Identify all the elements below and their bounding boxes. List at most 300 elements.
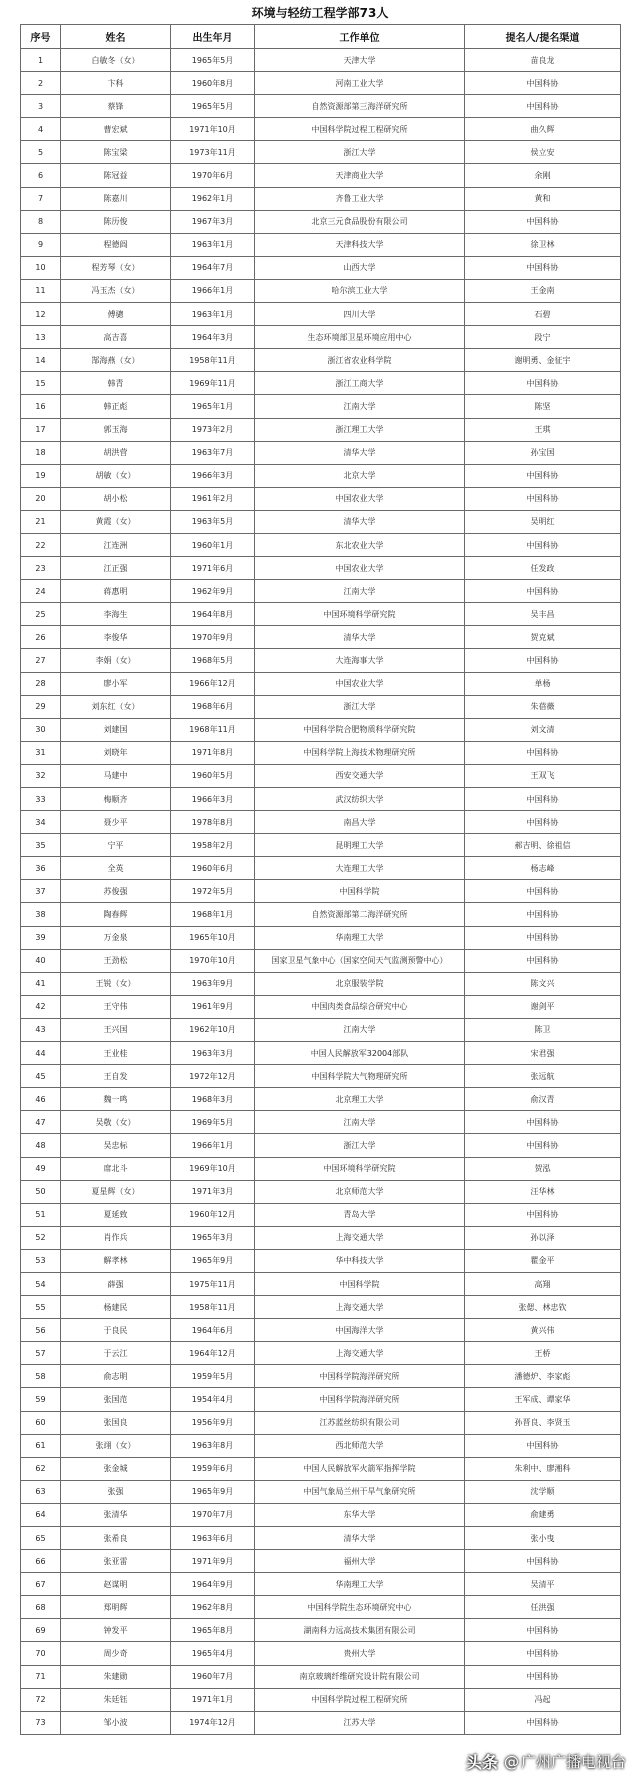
cell-employer: 生态环境部卫星环境应用中心	[255, 326, 465, 349]
table-row	[21, 1527, 621, 1550]
cell-index: 2	[21, 72, 61, 95]
table-row	[21, 72, 621, 95]
cell-name: 梅顺齐	[61, 788, 171, 811]
cell-birth: 1965年10月	[171, 926, 255, 949]
cell-nominator: 贺克斌	[465, 626, 621, 649]
cell-employer: 东华大学	[255, 1503, 465, 1526]
cell-employer: 中国农业大学	[255, 672, 465, 695]
cell-nominator: 中国科协	[465, 788, 621, 811]
cell-employer: 江南大学	[255, 580, 465, 603]
cell-employer: 西安交通大学	[255, 764, 465, 787]
cell-employer: 中国科学院大气物理研究所	[255, 1065, 465, 1088]
cell-employer: 浙江大学	[255, 141, 465, 164]
cell-employer: 华南理工大学	[255, 1573, 465, 1596]
page-title: 环境与轻纺工程学部73人	[251, 6, 389, 20]
cell-index: 27	[21, 649, 61, 672]
cell-name: 胡敏（女）	[61, 464, 171, 487]
cell-nominator: 朱利中、廖湘科	[465, 1457, 621, 1480]
cell-nominator: 中国科协	[465, 533, 621, 556]
cell-employer: 中国科学院海洋研究所	[255, 1388, 465, 1411]
cell-index: 34	[21, 811, 61, 834]
cell-index: 35	[21, 834, 61, 857]
cell-index: 6	[21, 164, 61, 187]
cell-birth: 1971年10月	[171, 118, 255, 141]
cell-name: 王锐（女）	[61, 972, 171, 995]
cell-name: 傅骢	[61, 303, 171, 326]
cell-employer: 上海交通大学	[255, 1342, 465, 1365]
cell-birth: 1965年3月	[171, 1226, 255, 1249]
cell-employer: 中国科学院生态环境研究中心	[255, 1596, 465, 1619]
table-row	[21, 303, 621, 326]
cell-index: 17	[21, 418, 61, 441]
table-row	[21, 1388, 621, 1411]
cell-name: 韩正彪	[61, 395, 171, 418]
cell-nominator: 中国科协	[465, 1203, 621, 1226]
cell-name: 吴忠标	[61, 1134, 171, 1157]
column-header-name: 姓名	[61, 25, 171, 49]
cell-birth: 1963年5月	[171, 510, 255, 533]
cell-nominator: 中国科协	[465, 1134, 621, 1157]
cell-name: 俞志明	[61, 1365, 171, 1388]
cell-nominator: 徐卫林	[465, 233, 621, 256]
cell-nominator: 中国科协	[465, 256, 621, 279]
cell-name: 吴敬（女）	[61, 1111, 171, 1134]
cell-birth: 1978年8月	[171, 811, 255, 834]
cell-index: 52	[21, 1226, 61, 1249]
cell-index: 41	[21, 972, 61, 995]
cell-nominator: 中国科协	[465, 1111, 621, 1134]
table-row	[21, 926, 621, 949]
cell-index: 4	[21, 118, 61, 141]
table-row	[21, 695, 621, 718]
cell-employer: 哈尔滨工业大学	[255, 279, 465, 302]
table-row	[21, 256, 621, 279]
cell-birth: 1965年1月	[171, 395, 255, 418]
cell-name: 韩青	[61, 372, 171, 395]
cell-nominator: 苗良龙	[465, 49, 621, 72]
cell-name: 钟发平	[61, 1619, 171, 1642]
table-row	[21, 1642, 621, 1665]
cell-birth: 1962年8月	[171, 1596, 255, 1619]
column-header-index: 序号	[21, 25, 61, 49]
table-row	[21, 1434, 621, 1457]
cell-index: 45	[21, 1065, 61, 1088]
table-row	[21, 1665, 621, 1688]
cell-index: 57	[21, 1342, 61, 1365]
cell-employer: 中国气象局兰州干旱气象研究所	[255, 1480, 465, 1503]
table-row	[21, 510, 621, 533]
cell-birth: 1966年12月	[171, 672, 255, 695]
table-row	[21, 279, 621, 302]
cell-nominator: 单杨	[465, 672, 621, 695]
cell-birth: 1962年1月	[171, 187, 255, 210]
cell-birth: 1960年5月	[171, 764, 255, 787]
cell-index: 62	[21, 1457, 61, 1480]
cell-nominator: 侯立安	[465, 141, 621, 164]
cell-employer: 北京理工大学	[255, 1088, 465, 1111]
watermark-platform: 头条	[465, 1753, 498, 1772]
cell-name: 刘建国	[61, 718, 171, 741]
cell-index: 54	[21, 1272, 61, 1295]
cell-employer: 中国人民解放军32004部队	[255, 1042, 465, 1065]
cell-index: 32	[21, 764, 61, 787]
cell-employer: 昆明理工大学	[255, 834, 465, 857]
cell-birth: 1963年6月	[171, 1527, 255, 1550]
cell-name: 李俊华	[61, 626, 171, 649]
cell-index: 12	[21, 303, 61, 326]
cell-nominator: 谢明勇、金征宇	[465, 349, 621, 372]
cell-index: 15	[21, 372, 61, 395]
cell-employer: 南京玻璃纤维研究设计院有限公司	[255, 1665, 465, 1688]
cell-name: 杨建民	[61, 1296, 171, 1319]
cell-nominator: 余刚	[465, 164, 621, 187]
cell-index: 56	[21, 1319, 61, 1342]
cell-name: 邹小波	[61, 1711, 171, 1734]
table-row	[21, 1457, 621, 1480]
table-row	[21, 164, 621, 187]
table-row	[21, 118, 621, 141]
cell-index: 58	[21, 1365, 61, 1388]
table-row	[21, 1365, 621, 1388]
cell-nominator: 吴丰昌	[465, 603, 621, 626]
cell-index: 14	[21, 349, 61, 372]
cell-employer: 武汉纺织大学	[255, 788, 465, 811]
cell-nominator: 中国科协	[465, 95, 621, 118]
cell-name: 刘东红（女）	[61, 695, 171, 718]
cell-index: 73	[21, 1711, 61, 1734]
cell-employer: 浙江大学	[255, 1134, 465, 1157]
cell-index: 22	[21, 533, 61, 556]
table-row	[21, 972, 621, 995]
cell-birth: 1966年1月	[171, 1134, 255, 1157]
table-row	[21, 1249, 621, 1272]
cell-name: 张金城	[61, 1457, 171, 1480]
cell-employer: 中国科学院	[255, 1272, 465, 1295]
cell-index: 38	[21, 903, 61, 926]
table-row	[21, 1688, 621, 1711]
column-header-nominator: 提名人/提名渠道	[465, 25, 621, 49]
cell-employer: 天津大学	[255, 49, 465, 72]
cell-birth: 1965年4月	[171, 1642, 255, 1665]
cell-index: 68	[21, 1596, 61, 1619]
cell-name: 郭玉海	[61, 418, 171, 441]
table-row	[21, 49, 621, 72]
cell-name: 胡洪营	[61, 441, 171, 464]
table-row	[21, 1550, 621, 1573]
table-row	[21, 649, 621, 672]
cell-name: 张国良	[61, 1411, 171, 1434]
cell-nominator: 冯起	[465, 1688, 621, 1711]
cell-name: 卞科	[61, 72, 171, 95]
cell-birth: 1968年11月	[171, 718, 255, 741]
cell-birth: 1963年1月	[171, 233, 255, 256]
cell-nominator: 高翔	[465, 1272, 621, 1295]
cell-nominator: 王金南	[465, 279, 621, 302]
cell-birth: 1973年2月	[171, 418, 255, 441]
cell-name: 于良民	[61, 1319, 171, 1342]
cell-nominator: 中国科协	[465, 1550, 621, 1573]
cell-employer: 南昌大学	[255, 811, 465, 834]
cell-birth: 1964年3月	[171, 326, 255, 349]
table-row	[21, 1411, 621, 1434]
cell-employer: 中国科学院海洋研究所	[255, 1365, 465, 1388]
cell-index: 30	[21, 718, 61, 741]
cell-index: 70	[21, 1642, 61, 1665]
cell-birth: 1973年11月	[171, 141, 255, 164]
cell-birth: 1960年6月	[171, 857, 255, 880]
cell-birth: 1961年9月	[171, 995, 255, 1018]
cell-birth: 1968年6月	[171, 695, 255, 718]
table-row	[21, 487, 621, 510]
cell-index: 31	[21, 741, 61, 764]
cell-index: 63	[21, 1480, 61, 1503]
cell-birth: 1971年1月	[171, 1688, 255, 1711]
cell-nominator: 中国科协	[465, 880, 621, 903]
cell-name: 张清华	[61, 1503, 171, 1526]
cell-name: 李海生	[61, 603, 171, 626]
cell-index: 8	[21, 210, 61, 233]
cell-index: 36	[21, 857, 61, 880]
table-row	[21, 949, 621, 972]
cell-index: 44	[21, 1042, 61, 1065]
table-row	[21, 741, 621, 764]
cell-name: 曹宏斌	[61, 118, 171, 141]
cell-nominator: 郝吉明、徐祖信	[465, 834, 621, 857]
cell-birth: 1970年10月	[171, 949, 255, 972]
cell-nominator: 中国科协	[465, 372, 621, 395]
cell-name: 陈冠益	[61, 164, 171, 187]
cell-name: 陈历俊	[61, 210, 171, 233]
cell-birth: 1966年1月	[171, 279, 255, 302]
cell-birth: 1970年6月	[171, 164, 255, 187]
table-row	[21, 788, 621, 811]
cell-name: 高吉喜	[61, 326, 171, 349]
cell-index: 21	[21, 510, 61, 533]
cell-nominator: 中国科协	[465, 1711, 621, 1734]
cell-employer: 上海交通大学	[255, 1226, 465, 1249]
cell-employer: 中国肉类食品综合研究中心	[255, 995, 465, 1018]
cell-index: 66	[21, 1550, 61, 1573]
cell-index: 9	[21, 233, 61, 256]
table-row	[21, 1272, 621, 1295]
cell-birth: 1971年9月	[171, 1550, 255, 1573]
cell-index: 13	[21, 326, 61, 349]
table-row	[21, 1042, 621, 1065]
cell-index: 60	[21, 1411, 61, 1434]
cell-employer: 浙江工商大学	[255, 372, 465, 395]
table-row	[21, 626, 621, 649]
cell-index: 23	[21, 557, 61, 580]
watermark	[466, 1750, 626, 1773]
watermark-source: 广州广播电视台	[520, 1753, 626, 1771]
table-row	[21, 533, 621, 556]
table-row	[21, 1711, 621, 1734]
cell-name: 江连洲	[61, 533, 171, 556]
cell-nominator: 俞汉青	[465, 1088, 621, 1111]
cell-name: 张强	[61, 1480, 171, 1503]
cell-birth: 1972年5月	[171, 880, 255, 903]
cell-employer: 江苏大学	[255, 1711, 465, 1734]
cell-name: 程德阎	[61, 233, 171, 256]
cell-name: 解孝林	[61, 1249, 171, 1272]
cell-birth: 1963年7月	[171, 441, 255, 464]
cell-employer: 上海交通大学	[255, 1296, 465, 1319]
cell-employer: 清华大学	[255, 510, 465, 533]
cell-index: 59	[21, 1388, 61, 1411]
table-row	[21, 1111, 621, 1134]
cell-employer: 中国科学院过程工程研究所	[255, 1688, 465, 1711]
cell-index: 49	[21, 1157, 61, 1180]
cell-employer: 中国海洋大学	[255, 1319, 465, 1342]
cell-nominator: 曲久辉	[465, 118, 621, 141]
cell-birth: 1964年8月	[171, 603, 255, 626]
cell-nominator: 瞿金平	[465, 1249, 621, 1272]
cell-nominator: 贺泓	[465, 1157, 621, 1180]
cell-nominator: 中国科协	[465, 649, 621, 672]
table-row	[21, 557, 621, 580]
cell-employer: 大连理工大学	[255, 857, 465, 880]
cell-nominator: 段宁	[465, 326, 621, 349]
cell-name: 蒋惠明	[61, 580, 171, 603]
table-row	[21, 95, 621, 118]
table-row	[21, 880, 621, 903]
cell-name: 夏延致	[61, 1203, 171, 1226]
cell-name: 朱廷钰	[61, 1688, 171, 1711]
cell-birth: 1960年12月	[171, 1203, 255, 1226]
cell-name: 陶春辉	[61, 903, 171, 926]
cell-birth: 1960年7月	[171, 1665, 255, 1688]
cell-birth: 1963年9月	[171, 972, 255, 995]
cell-index: 3	[21, 95, 61, 118]
cell-nominator: 王军成、谭家华	[465, 1388, 621, 1411]
cell-employer: 中国环境科学研究院	[255, 1157, 465, 1180]
cell-index: 42	[21, 995, 61, 1018]
cell-birth: 1971年3月	[171, 1180, 255, 1203]
cell-nominator: 石碧	[465, 303, 621, 326]
table-row	[21, 1065, 621, 1088]
cell-name: 黄霞（女）	[61, 510, 171, 533]
cell-index: 7	[21, 187, 61, 210]
cell-name: 程芳琴（女）	[61, 256, 171, 279]
table-row	[21, 995, 621, 1018]
cell-employer: 中国科学院合肥物质科学研究院	[255, 718, 465, 741]
table-row	[21, 1480, 621, 1503]
cell-index: 10	[21, 256, 61, 279]
cell-birth: 1965年5月	[171, 49, 255, 72]
cell-name: 张亚雷	[61, 1550, 171, 1573]
cell-nominator: 黄兴伟	[465, 1319, 621, 1342]
cell-employer: 自然资源部第二海洋研究所	[255, 903, 465, 926]
cell-employer: 湖南科力远高技术集团有限公司	[255, 1619, 465, 1642]
cell-name: 张国范	[61, 1388, 171, 1411]
cell-birth: 1964年12月	[171, 1342, 255, 1365]
cell-birth: 1975年11月	[171, 1272, 255, 1295]
cell-employer: 中国科学院过程工程研究所	[255, 118, 465, 141]
cell-index: 43	[21, 1018, 61, 1041]
cell-nominator: 孙以泽	[465, 1226, 621, 1249]
cell-nominator: 中国科协	[465, 1642, 621, 1665]
cell-employer: 国家卫星气象中心（国家空间天气监测预警中心）	[255, 949, 465, 972]
cell-nominator: 中国科协	[465, 1665, 621, 1688]
cell-index: 46	[21, 1088, 61, 1111]
table-row	[21, 210, 621, 233]
cell-name: 万金泉	[61, 926, 171, 949]
cell-nominator: 张远航	[465, 1065, 621, 1088]
cell-name: 王兴国	[61, 1018, 171, 1041]
cell-nominator: 中国科协	[465, 464, 621, 487]
cell-name: 李娟（女）	[61, 649, 171, 672]
cell-birth: 1966年3月	[171, 464, 255, 487]
cell-employer: 大连海事大学	[255, 649, 465, 672]
table-row	[21, 1088, 621, 1111]
cell-employer: 北京三元食品股份有限公司	[255, 210, 465, 233]
cell-nominator: 孙宝国	[465, 441, 621, 464]
cell-employer: 东北农业大学	[255, 533, 465, 556]
cell-name: 薛强	[61, 1272, 171, 1295]
table-row	[21, 372, 621, 395]
cell-nominator: 吴清平	[465, 1573, 621, 1596]
cell-name: 聂少平	[61, 811, 171, 834]
cell-nominator: 中国科协	[465, 741, 621, 764]
cell-nominator: 中国科协	[465, 949, 621, 972]
column-header-employer: 工作单位	[255, 25, 465, 49]
cell-name: 江正强	[61, 557, 171, 580]
cell-birth: 1959年6月	[171, 1457, 255, 1480]
table-row	[21, 1596, 621, 1619]
cell-employer: 中国农业大学	[255, 487, 465, 510]
cell-nominator: 汪华林	[465, 1180, 621, 1203]
table-row	[21, 233, 621, 256]
cell-nominator: 中国科协	[465, 580, 621, 603]
cell-index: 55	[21, 1296, 61, 1319]
table-row	[21, 1157, 621, 1180]
cell-name: 周少奇	[61, 1642, 171, 1665]
cell-employer: 清华大学	[255, 441, 465, 464]
cell-birth: 1958年11月	[171, 349, 255, 372]
cell-nominator: 宋君强	[465, 1042, 621, 1065]
table-row	[21, 811, 621, 834]
cell-nominator: 中国科协	[465, 811, 621, 834]
cell-employer: 四川大学	[255, 303, 465, 326]
nominee-table	[20, 24, 621, 1735]
cell-employer: 浙江理工大学	[255, 418, 465, 441]
cell-employer: 北京大学	[255, 464, 465, 487]
cell-birth: 1965年9月	[171, 1480, 255, 1503]
table-header-row	[21, 25, 621, 49]
cell-employer: 山西大学	[255, 256, 465, 279]
cell-birth: 1971年8月	[171, 741, 255, 764]
cell-birth: 1962年9月	[171, 580, 255, 603]
cell-employer: 贵州大学	[255, 1642, 465, 1665]
table-row	[21, 603, 621, 626]
cell-nominator: 朱蓓薇	[465, 695, 621, 718]
cell-nominator: 陈坚	[465, 395, 621, 418]
cell-birth: 1968年5月	[171, 649, 255, 672]
table-row	[21, 464, 621, 487]
cell-nominator: 张偲、林忠钦	[465, 1296, 621, 1319]
cell-nominator: 沈学顺	[465, 1480, 621, 1503]
cell-name: 王守伟	[61, 995, 171, 1018]
cell-name: 白敏冬（女）	[61, 49, 171, 72]
cell-birth: 1958年11月	[171, 1296, 255, 1319]
cell-birth: 1962年10月	[171, 1018, 255, 1041]
cell-birth: 1961年2月	[171, 487, 255, 510]
cell-index: 28	[21, 672, 61, 695]
cell-name: 席北斗	[61, 1157, 171, 1180]
cell-birth: 1970年9月	[171, 626, 255, 649]
cell-employer: 青岛大学	[255, 1203, 465, 1226]
cell-birth: 1969年10月	[171, 1157, 255, 1180]
